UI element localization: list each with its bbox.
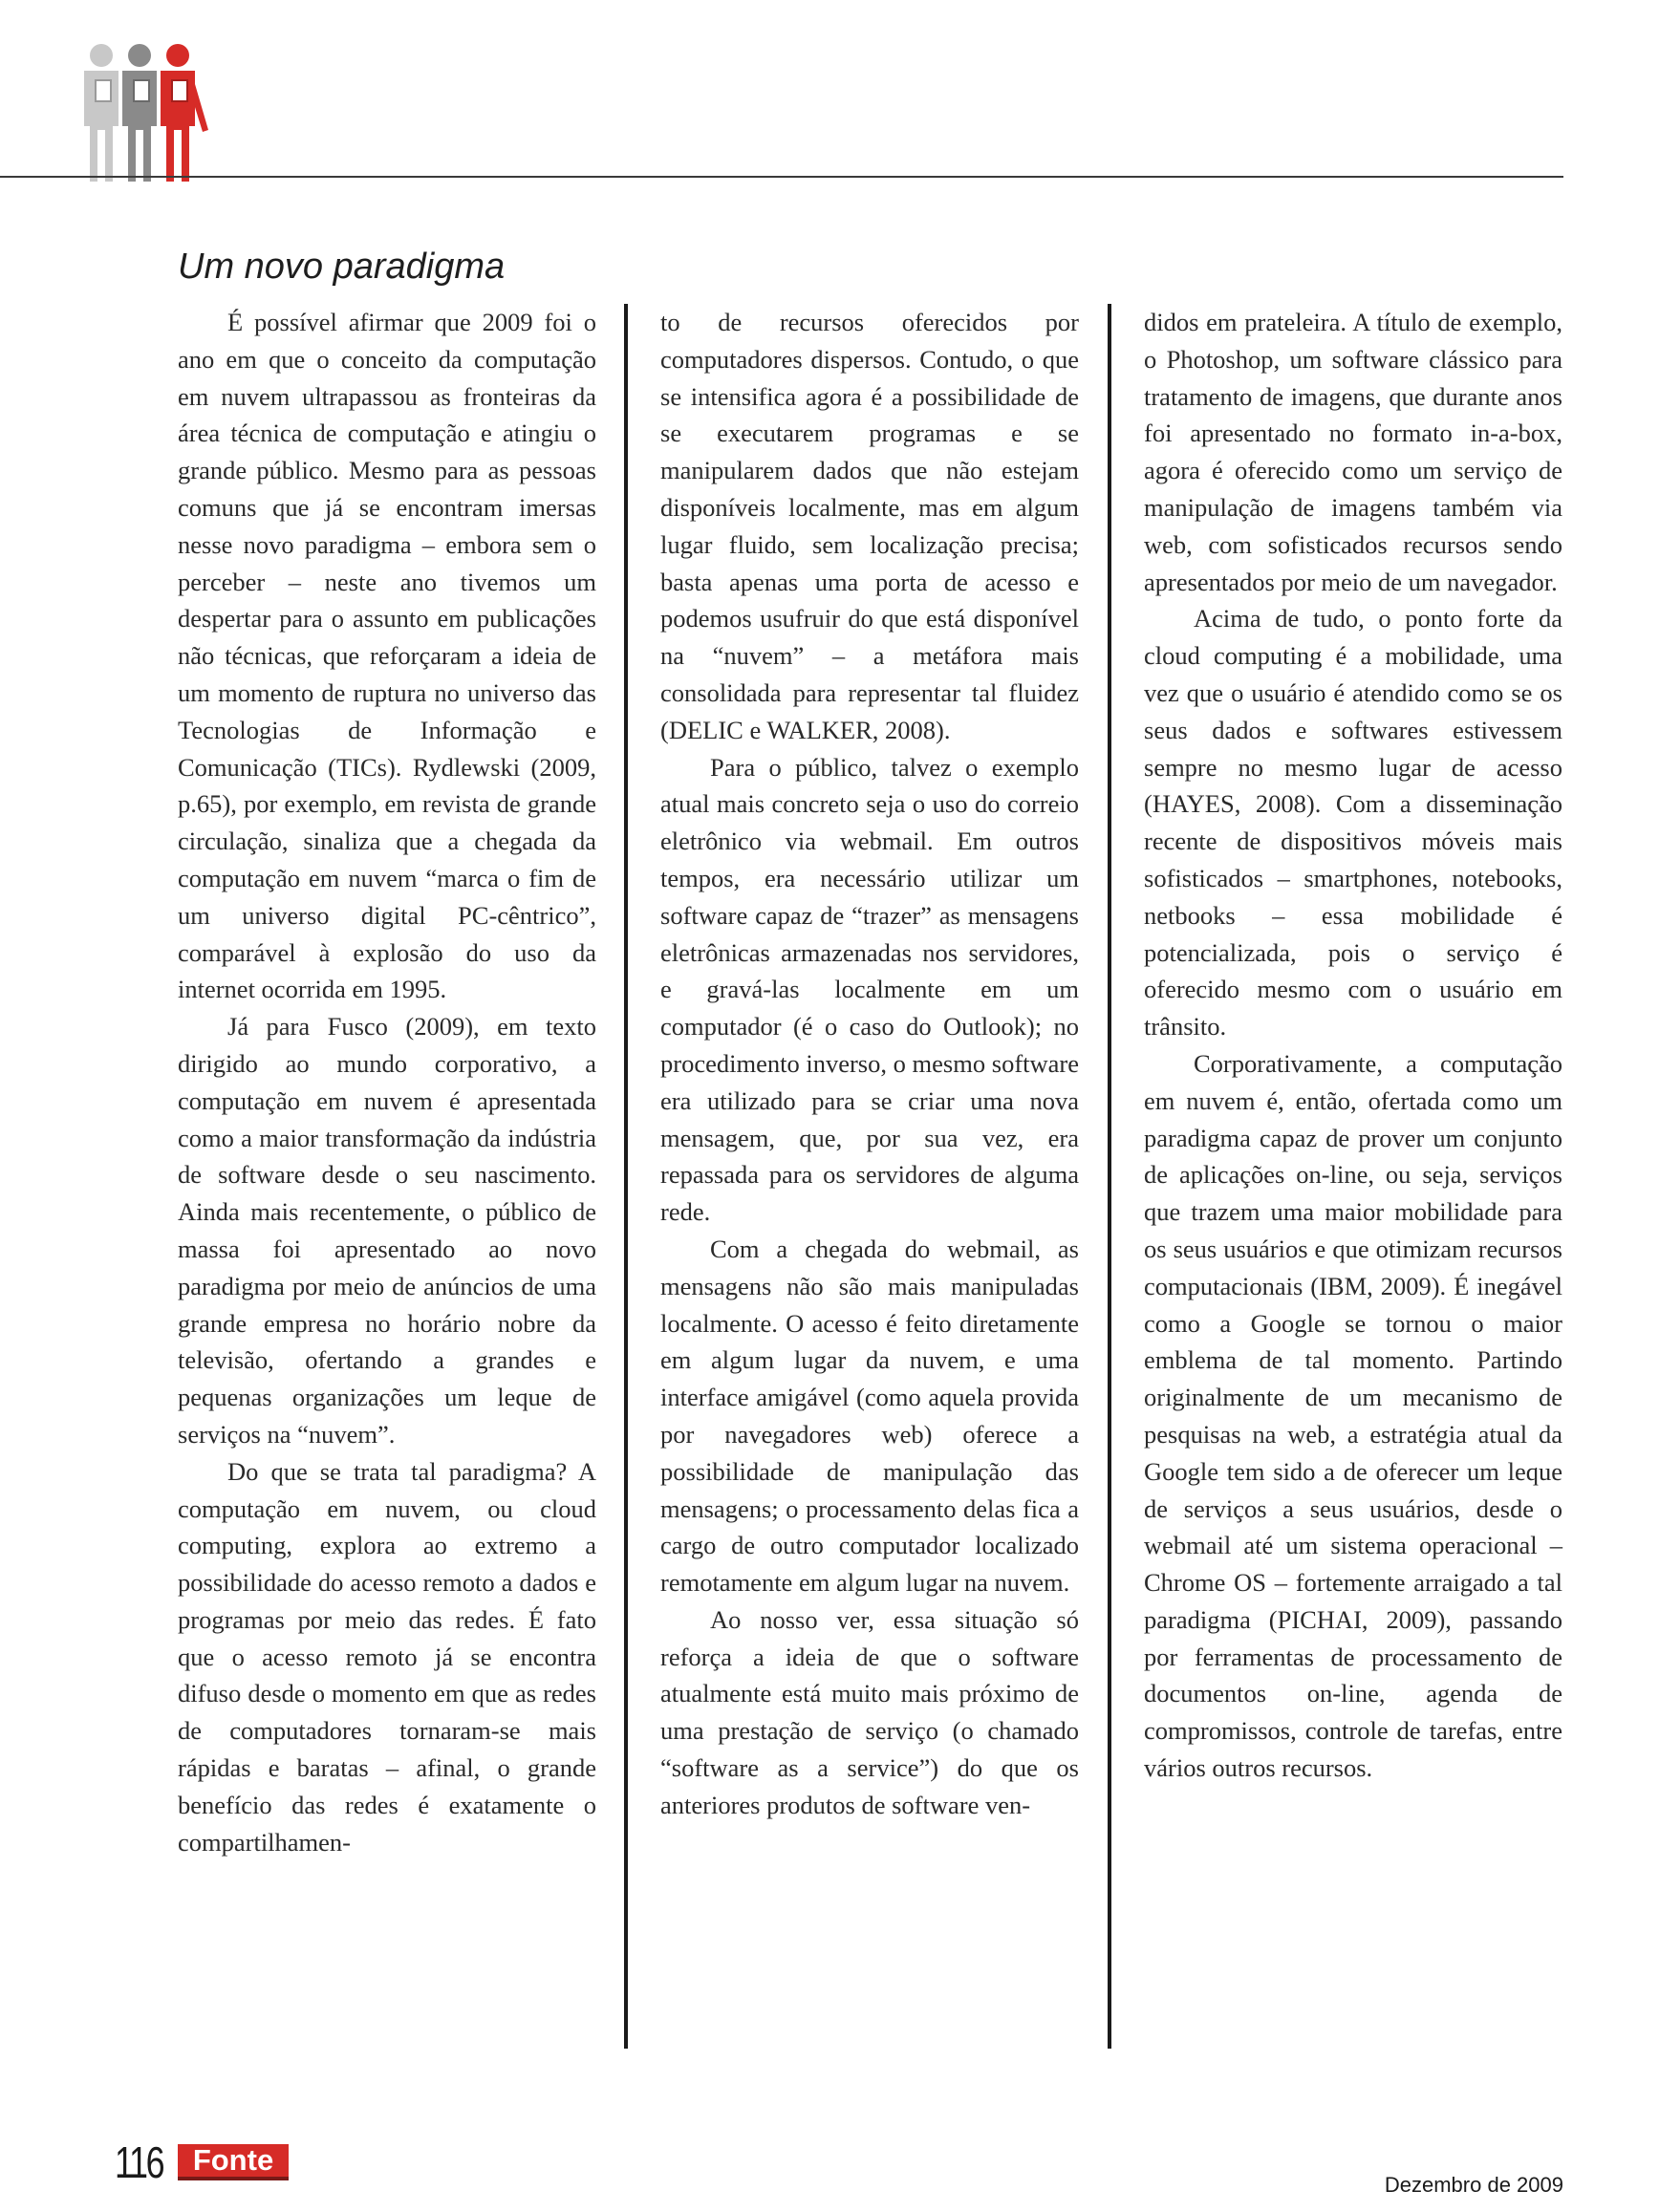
paragraph: Para o público, talvez o exemplo atual mais concreto seja o uso do correio eletrônico via webmail. Em outros tempos, era necessário utilizar um software capaz de “trazer” as mensagens eletrônicas armazenadas nos servidores, e gravá-las localmente em um computador (é o caso do Outlook); no procedimento inverso, o mesmo software era utilizado para se criar uma nova mensagem, que, por sua vez, era repassada para os servidores de alguma rede.: [660, 752, 1079, 1227]
column-divider: [1108, 304, 1111, 2049]
paragraph: É possível afirmar que 2009 foi o ano em que o conceito da computação em nuvem ultrapassou as fronteiras da área técnica de computação e atingiu o grande público. Mesmo para as pessoas comuns que já se encontram imersas nesse novo paradigma – embora sem o perceber – neste ano tivemos um despertar para o assunto em publicações não técnicas, que reforçaram a ideia de um momento de ruptura no universo das Tecnologias de Informação e Comunicação (TICs). Rydlewski (2009, p.65), por exemplo, em revista de grande circulação, sinaliza que a chegada da computação em nuvem “marca o fim de um universo digital PC-cêntrico”, comparável à explosão do uso da internet ocorrida em 1995.: [178, 308, 596, 1004]
text-column-2: [660, 304, 1079, 1824]
paragraph: Com a chegada do webmail, as mensagens não são mais manipuladas localmente. O acesso é feito diretamente em algum lugar da nuvem, e uma interface amigável (como aquela provida por navegadores web) oferece a possibilidade de manipulação das mensagens; o processamento delas fica a cargo de outro computador localizado remotamente em algum lugar na nuvem.: [660, 1234, 1079, 1598]
paragraph: to de recursos oferecidos por computadores dispersos. Contudo, o que se intensifica agora é a possibilidade de se executarem programas e se manipularem dados que não estejam disponíveis localmente, mas em algum lugar fluido, sem localização precisa; basta apenas uma porta de acesso e podemos usufruir do que está disponível na “nuvem” – a metáfora mais consolidada para representar tal fluidez (DELIC e WALKER, 2008).: [660, 308, 1079, 744]
column-divider: [624, 304, 628, 2049]
paragraph: Acima de tudo, o ponto forte da cloud computing é a mobilidade, uma vez que o usuário é atendido como se os seus dados e softwares estivessem sempre no mesmo lugar de acesso (HAYES, 2008). Com a disseminação recente de dispositivos móveis mais sofisticados – smartphones, notebooks, netbooks – essa mobilidade é potencializada, pois o serviço é oferecido mesmo com o usuário em trânsito.: [1144, 604, 1562, 1042]
people-group-logo-icon: [75, 42, 218, 182]
section-title: Um novo paradigma: [178, 247, 506, 287]
paragraph: Corporativamente, a computação em nuvem é, então, ofertada como um paradigma capaz de prover um conjunto de aplicações on-line, ou seja, serviços que trazem uma maior mobilidade para os seus usuários e que otimizam recursos computacionais (IBM, 2009). É inegável como a Google se tornou o maior emblema de tal momento. Partindo originalmente de um mecanismo de pesquisas na web, a estratégia atual da Google tem sido a de oferecer um leque de serviços a seus usuários, desde o webmail até um sistema operacional – Chrome OS – fortemente arraigado a tal paradigma (PICHAI, 2009), passando por ferramentas de processamento de documentos on-line, agenda de compromissos, controle de tarefas, entre vários outros recursos.: [1144, 1048, 1562, 1783]
paragraph: Já para Fusco (2009), em texto dirigido ao mundo corporativo, a computação em nuvem é apresentada como a maior transformação da indústria de software desde o seu nascimento. Ainda mais recentemente, o público de massa foi apresentado ao novo paradigma por meio de anúncios de uma grande empresa no horário nobre da televisão, ofertando a grandes e pequenas organizações um leque de serviços na “nuvem”.: [178, 1012, 596, 1449]
issue-date: Dezembro de 2009: [1384, 2173, 1563, 2197]
text-column-1: [178, 304, 596, 1860]
header-divider: [0, 176, 1563, 178]
paragraph: Ao nosso ver, essa situação só reforça a ideia de que o software atualmente está muito mais próximo de uma prestação de serviço (o chamado “software as a service”) do que os anteriores produtos de software ven-: [660, 1604, 1079, 1819]
paragraph: didos em prateleira. A título de exemplo, o Photoshop, um software clássico para tratamento de imagens, que durante anos foi apresentado no formato in-a-box, agora é oferecido como um serviço de manipulação de imagens também via web, com sofisticados recursos sendo apresentados por meio de um navegador.: [1144, 308, 1562, 596]
page-number: 116: [115, 2137, 163, 2187]
paragraph: Do que se trata tal paradigma? A computação em nuvem, ou cloud computing, explora ao extremo a possibilidade do acesso remoto a dados e programas por meio das redes. É fato que o acesso remoto já se encontra difuso desde o momento em que as redes de computadores tornaram-se mais rápidas e baratas – afinal, o grande benefício das redes é exatamente o compartilhamen-: [178, 1456, 596, 1857]
text-column-3: [1144, 304, 1562, 1787]
brand-logo: Fonte: [178, 2144, 289, 2180]
